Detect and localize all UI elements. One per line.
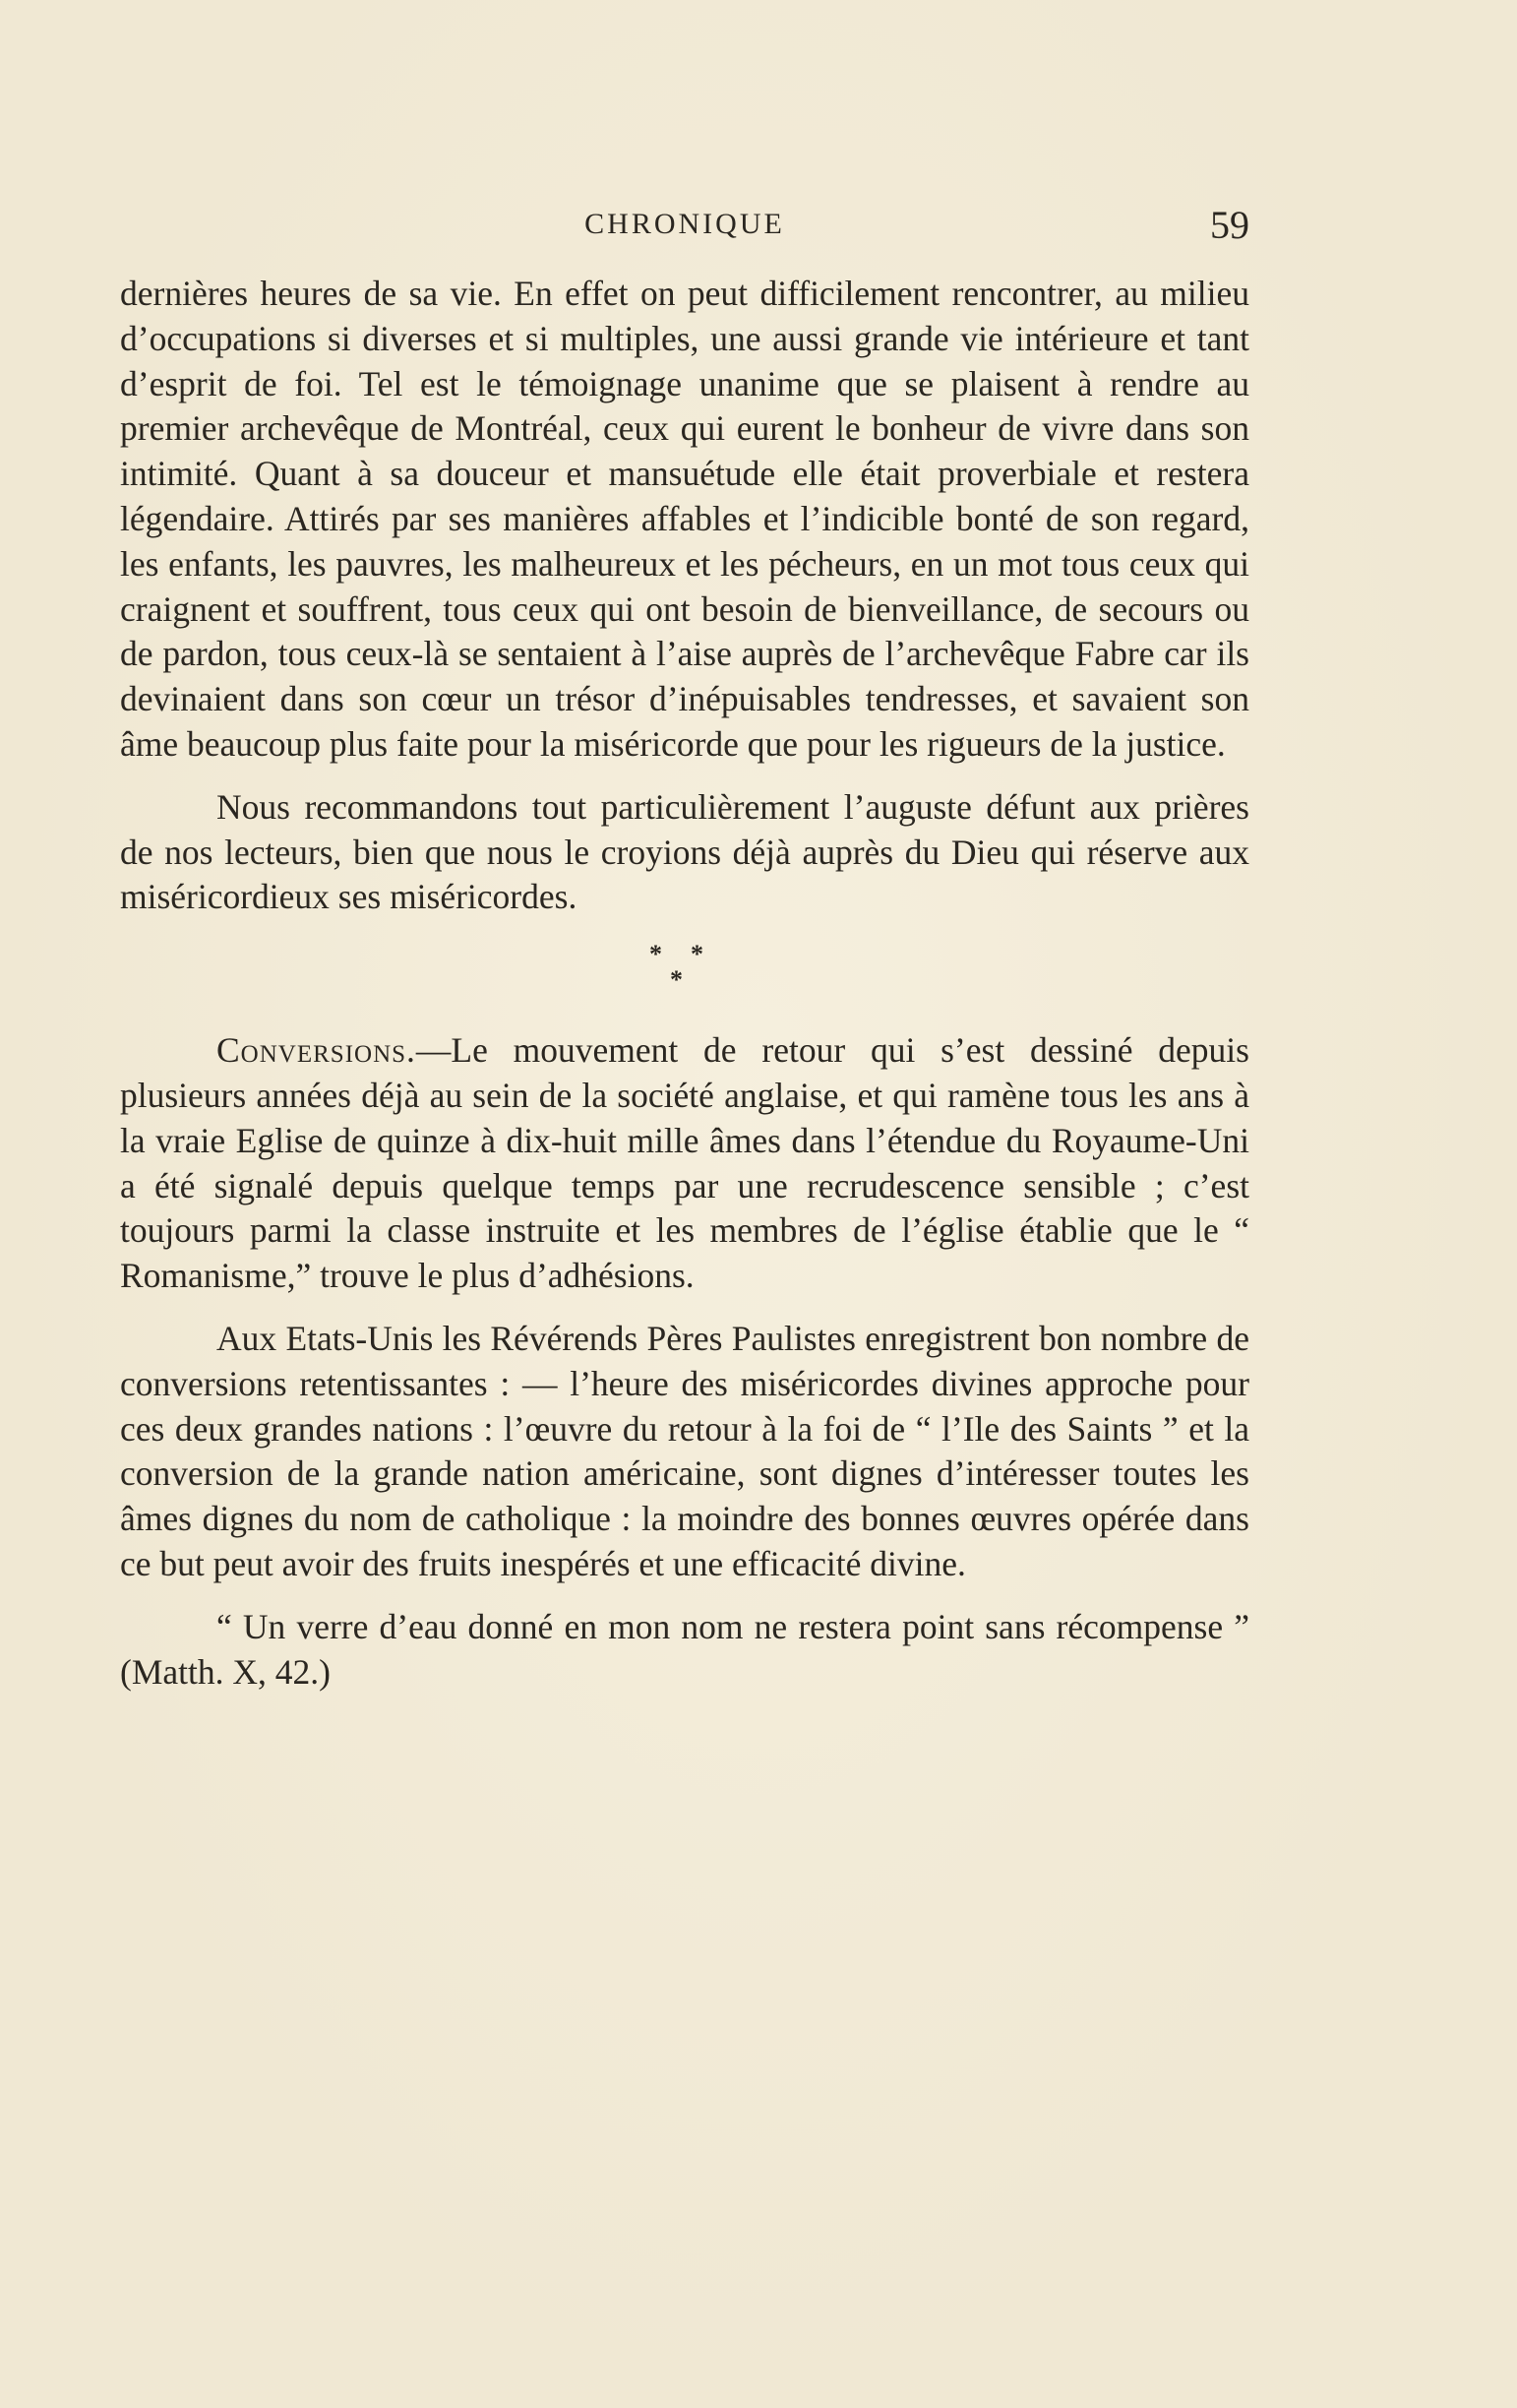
- paragraph-obituary-continuation: dernières heures de sa vie. En effet on peut difficilement rencontrer, au milieu d’occupations si diverses et si multiples, une aussi grande vie intérieure et tant d’esprit de foi. Tel est le témoignage unanime que se plaisent à rendre au premier archevêque de Montréal, ceux qui eurent le bonheur de vivre dans son intimité. Quant à sa douceur et mansuétude elle était proverbiale et restera légendaire. Attirés par ses manières affables et l’indicible bonté de son regard, les enfants, les pauvres, les malheureux et les pécheurs, en un mot tous ceux qui craignent et souffrent, tous ceux qui ont besoin de bienveillance, de secours ou de pardon, tous ceux-là se sentaient à l’aise auprès de l’archevêque Fabre car ils devinaient dans son cœur un trésor d’inépuisables tendresses, et savaient son âme beaucoup plus faite pour la miséricorde que pour les rigueurs de la justice.: [120, 274, 1249, 764]
- asterisk-mark: *: [670, 965, 683, 995]
- heading-dash: —: [415, 1030, 452, 1071]
- asterism-separator: [120, 934, 1249, 1024]
- paragraph-scripture-quote: “ Un verre d’eau donné en mon nom ne restera point sans récompense ” (Matth. X, 42.): [120, 1606, 1249, 1692]
- running-title: CHRONIQUE: [584, 208, 785, 240]
- asterisk-mark: *: [649, 940, 662, 969]
- section-heading-conversions: Conversions.: [216, 1030, 416, 1071]
- paragraph-recommendation: Nous recommandons tout particulièrement l’auguste défunt aux prières de nos lecteurs, bien que nous le croyions déjà auprès du Dieu qui réserve aux miséricordieux ses miséricordes.: [120, 786, 1249, 917]
- asterisk-mark: *: [691, 940, 703, 969]
- body-text: [120, 272, 1249, 1695]
- conversions-text: Le mouvement de retour qui s’est dessiné depuis plusieurs années déjà au sein de la société anglaise, et qui ramène tous les ans à la vraie Eglise de quinze à dix-huit mille âmes dans l’étendue du Royaume-Uni a été signalé depuis quelque temps par une recrudescence sensible ; c’est toujours parmi la classe instruite et les membres de l’église établie que le “ Romanisme,” trouve le plus d’adhésions.: [120, 1030, 1249, 1296]
- paragraph-united-states: Aux Etats-Unis les Révérends Pères Paulistes enregistrent bon nombre de conversions retentissantes : — l’heure des miséricordes divines approche pour ces deux grandes nations : l’œuvre du retour à la foi de “ l’Ile des Saints ” et la conversion de la grande nation américaine, sont dignes d’intéresser toutes les âmes dignes du nom de catholique : la moindre des bonnes œuvres opérée dans ce but peut avoir des fruits inespérés et une efficacité divine.: [120, 1318, 1249, 1583]
- page-number: 59: [1210, 203, 1249, 247]
- paragraph-conversions: [120, 1028, 1249, 1299]
- running-head: [120, 202, 1249, 251]
